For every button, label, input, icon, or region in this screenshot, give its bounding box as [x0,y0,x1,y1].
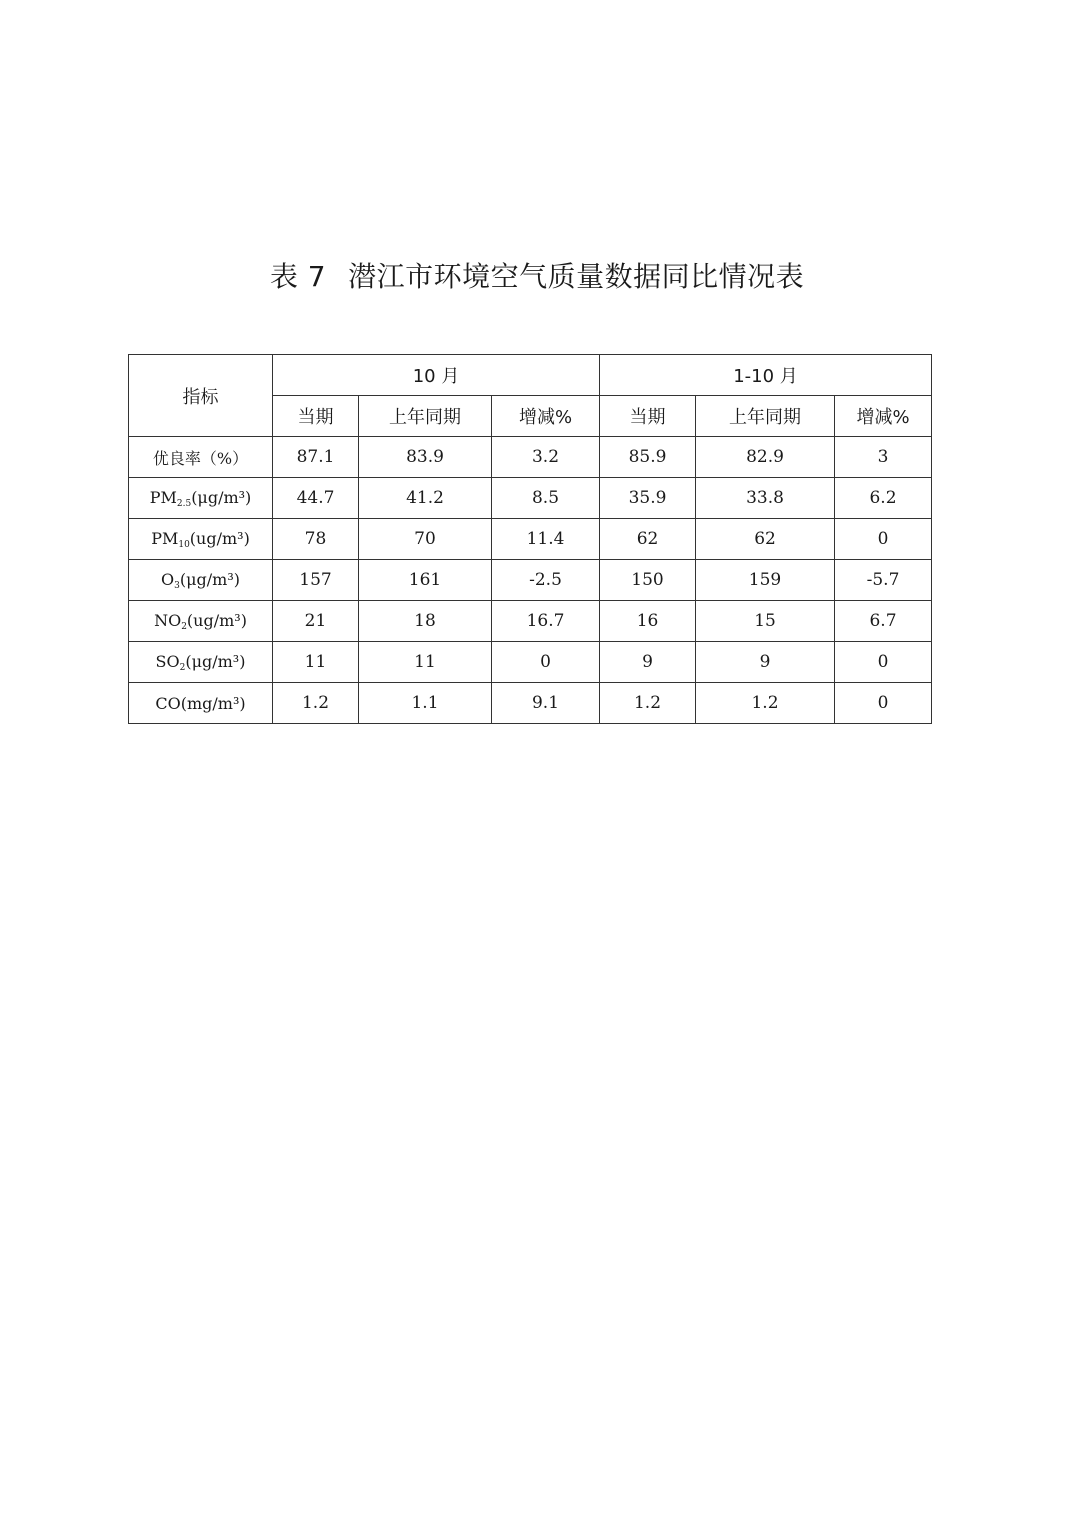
value-cell: 1.1 [359,683,492,724]
value-cell: 1.2 [600,683,696,724]
indicator-cell [129,601,273,642]
value-cell: 62 [696,519,835,560]
table-row [129,478,932,519]
indicator-name: CO(mg/m³) [155,693,246,713]
indicator-name: NO [154,610,182,630]
table-number: 表 7 [269,260,327,293]
indicator-subscript: 2.5 [176,498,192,509]
indicator-name: 优良率（%） [152,448,249,468]
indicator-subscript: 3 [174,580,180,591]
indicator-unit: (ug/m³) [186,610,247,630]
indicator-cell [129,560,273,601]
table-title [0,255,1074,295]
value-cell: 0 [492,642,600,683]
value-cell: 21 [273,601,359,642]
table-row [129,601,932,642]
indicator-unit: (μg/m³) [191,487,252,507]
value-cell: 3.2 [492,437,600,478]
table-row [129,519,932,560]
group-header-october: 10 月 [273,355,600,396]
value-cell: 6.7 [835,601,932,642]
indicator-name: SO [155,651,180,671]
table-row [129,642,932,683]
value-cell: 0 [835,683,932,724]
value-cell: 87.1 [273,437,359,478]
indicator-cell [129,519,273,560]
indicator-subscript: 2 [181,621,187,632]
indicator-cell [129,683,273,724]
indicator-name: PM [149,487,177,507]
value-cell: 62 [600,519,696,560]
value-cell: 78 [273,519,359,560]
value-cell: 33.8 [696,478,835,519]
value-cell: 11 [359,642,492,683]
value-cell: 150 [600,560,696,601]
table-title-text: 潜江市环境空气质量数据同比情况表 [348,260,805,293]
sub-header-last-year: 上年同期 [359,396,492,437]
value-cell: 157 [273,560,359,601]
value-cell: 3 [835,437,932,478]
value-cell: 35.9 [600,478,696,519]
value-cell: 0 [835,642,932,683]
value-cell: 16.7 [492,601,600,642]
value-cell: 9 [696,642,835,683]
indicator-unit: (μg/m³) [179,569,240,589]
value-cell: 85.9 [600,437,696,478]
value-cell: 82.9 [696,437,835,478]
sub-header-last-year: 上年同期 [696,396,835,437]
value-cell: 11.4 [492,519,600,560]
value-cell: 83.9 [359,437,492,478]
indicator-subscript: 2 [179,662,186,673]
sub-header-change: 增减% [835,396,932,437]
indicator-unit: (ug/m³) [189,528,250,548]
value-cell: 15 [696,601,835,642]
table-row [129,437,932,478]
sub-header-current: 当期 [273,396,359,437]
value-cell: 1.2 [696,683,835,724]
indicator-unit: (μg/m³) [185,651,246,671]
indicator-name: PM [151,528,179,548]
value-cell: 9 [600,642,696,683]
value-cell: 6.2 [835,478,932,519]
value-cell: -5.7 [835,560,932,601]
indicator-subscript: 10 [178,539,190,550]
table-row [129,683,932,724]
table-row [129,560,932,601]
group-header-jan-oct: 1-10 月 [600,355,932,396]
sub-header-current: 当期 [600,396,696,437]
air-quality-table [128,354,932,724]
value-cell: -2.5 [492,560,600,601]
indicator-cell [129,437,273,478]
value-cell: 159 [696,560,835,601]
value-cell: 70 [359,519,492,560]
value-cell: 8.5 [492,478,600,519]
indicator-cell [129,642,273,683]
header-row-groups [129,355,932,396]
value-cell: 44.7 [273,478,359,519]
indicator-name: O [161,569,175,589]
value-cell: 1.2 [273,683,359,724]
sub-header-change: 增减% [492,396,600,437]
indicator-cell [129,478,273,519]
value-cell: 11 [273,642,359,683]
value-cell: 16 [600,601,696,642]
indicator-header: 指标 [129,355,273,437]
value-cell: 0 [835,519,932,560]
value-cell: 18 [359,601,492,642]
value-cell: 9.1 [492,683,600,724]
value-cell: 161 [359,560,492,601]
value-cell: 41.2 [359,478,492,519]
